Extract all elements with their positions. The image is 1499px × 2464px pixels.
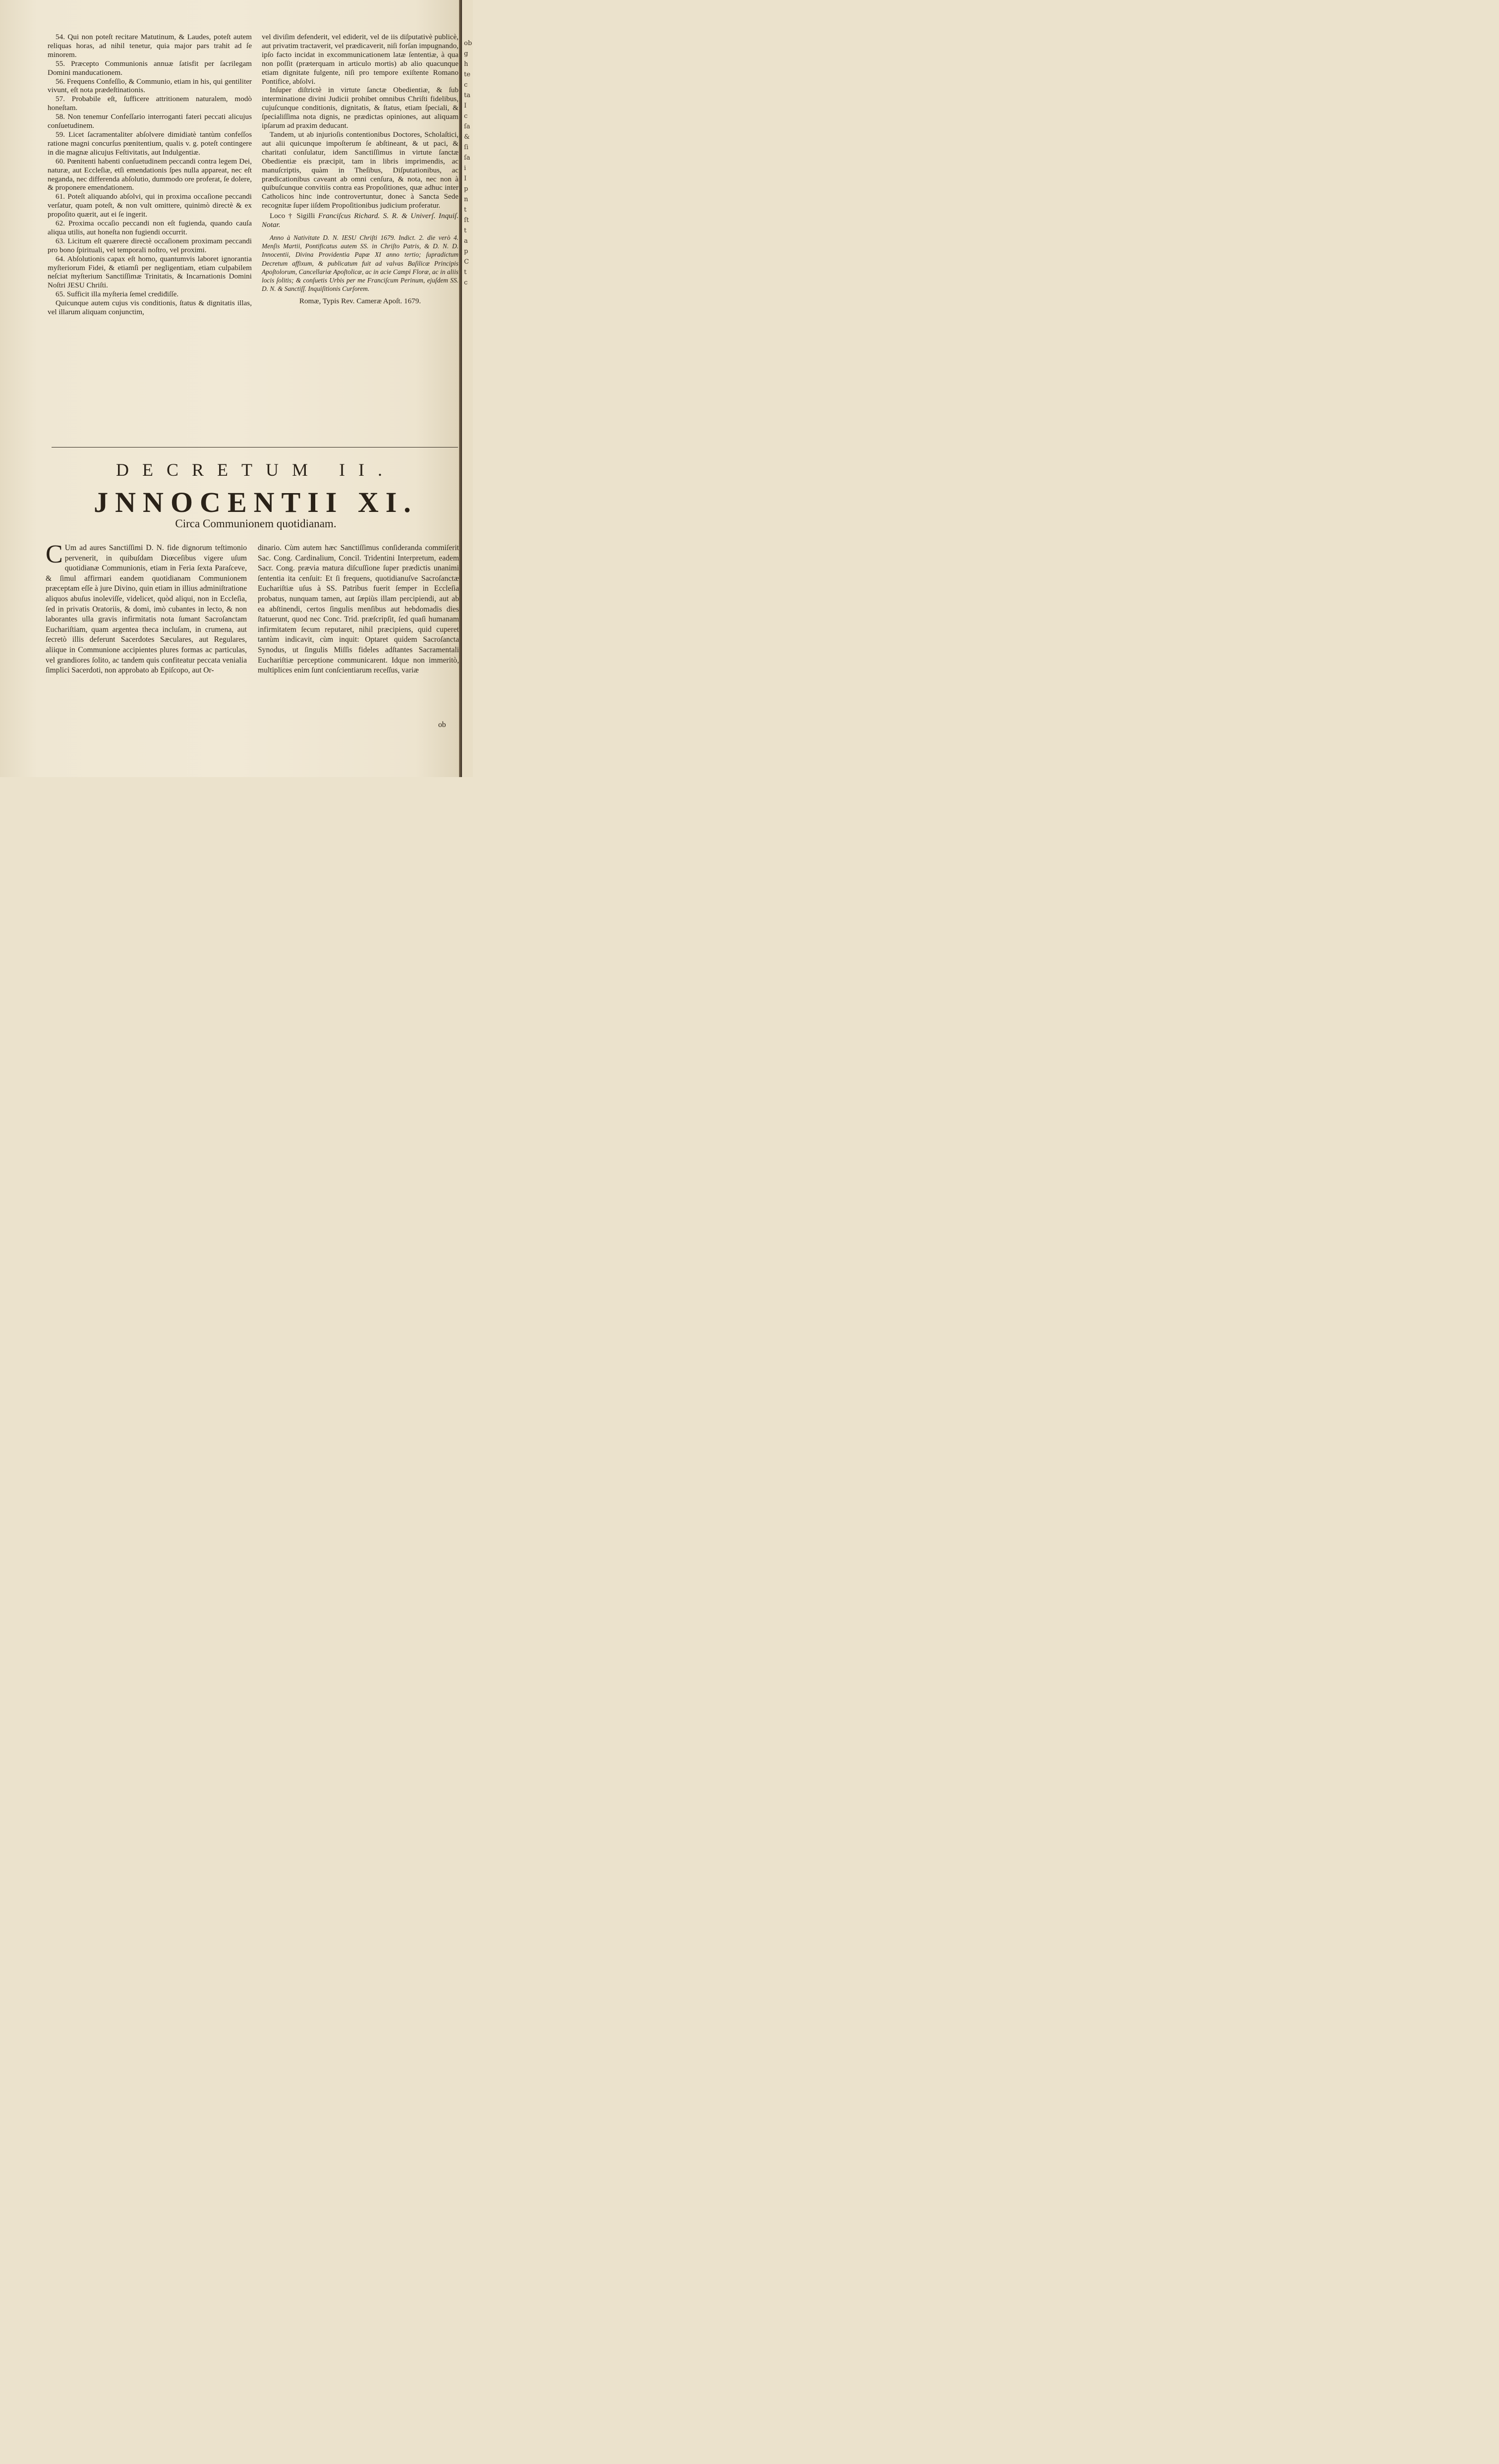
communion-column-right bbox=[258, 543, 459, 676]
facing-page-edge bbox=[462, 0, 473, 777]
decree-title: DECRETUM II. bbox=[116, 460, 396, 480]
proposition-57: 57. Probabile eſt, ſufficere attritionem naturalem, modò honeſtam. bbox=[48, 95, 252, 112]
facing-page-fragment: ſt bbox=[464, 217, 469, 224]
facing-page-fragment: & bbox=[464, 133, 470, 141]
facing-page-fragment: g bbox=[464, 50, 468, 57]
proposition-56: 56. Frequens Confeſſio, & Communio, etiam in his, qui gentiliter vivunt, eſt nota prædeſtinationis. bbox=[48, 77, 252, 95]
proposition-63: 63. Licitum eſt quærere directè occaſionem proximam peccandi pro bono ſpirituali, vel temporali noſtro, vel proximi. bbox=[48, 236, 252, 254]
facing-page-fragment: ſa bbox=[464, 123, 470, 130]
facing-page-fragment: c bbox=[464, 279, 468, 286]
facing-page-fragment: te bbox=[464, 71, 470, 78]
section-divider bbox=[52, 447, 458, 448]
facing-page-fragment: c bbox=[464, 112, 468, 120]
facing-page-fragment: ſa bbox=[464, 154, 470, 162]
facing-page-fragment: ta bbox=[464, 92, 470, 99]
decree-subtitle: Circa Communionem quotidianam. bbox=[175, 517, 337, 530]
propositions-column-left bbox=[48, 33, 252, 317]
proposition-55: 55. Præcepto Communionis annuæ ſatisfit per ſacrilegam Domini manducationem. bbox=[48, 59, 252, 77]
facing-page-fragment: I bbox=[464, 175, 467, 182]
proposition-61: 61. Poteſt aliquando abſolvi, qui in proxima occaſione peccandi verſatur, quam poteſt, & non vult omittere, quinimò directè & ex propoſito quærit, aut ei ſe ingerit. bbox=[48, 192, 252, 219]
facing-page-fragment: n bbox=[464, 196, 468, 203]
facing-page-fragment: ob bbox=[464, 40, 472, 47]
facing-page-fragment: i bbox=[464, 165, 466, 172]
seal-line bbox=[262, 212, 459, 229]
decree-column-right bbox=[262, 33, 459, 306]
seal-prefix: Loco † Sigilli bbox=[270, 212, 315, 221]
facing-page-fragment: ſi bbox=[464, 144, 468, 151]
proposition-54: 54. Qui non poteſt recitare Matutinum, & Laudes, poteſt autem reliquas horas, ad nihil tenetur, quia major pars trahit ad ſe minorem. bbox=[48, 33, 252, 59]
facing-page-fragment: I bbox=[464, 102, 467, 110]
imprint: Romæ, Typis Rev. Cameræ Apoſt. 1679. bbox=[299, 297, 421, 306]
proposition-65: 65. Sufficit illa myſteria ſemel crediđiſſe. bbox=[56, 290, 179, 299]
date-block: Anno à Nativitate D. N. IESU Chriſti 1679. Indict. 2. die verò 4. Menſis Martii, Pontificatus autem SS. in Chriſto Patris, & D. N. D. Innocentii, Divina Providentia Papæ XI anno tertio; ſupradictum Decretum affixum, & publicatum fuit ad valvas Baſilicæ Principis Apoſtolorum, Cancellariæ Apoſtolicæ, ac in acie Campi Floræ, ac in aliis locis ſolitis; & conſuetis Urbis per me Franciſcum Perinum, ejuſdem SS. D. N. & Sanctiſſ. Inquiſitionis Curſorem. bbox=[262, 233, 459, 293]
pope-title: JNNOCENTII XI. bbox=[94, 486, 418, 518]
communion-column-left bbox=[46, 540, 247, 676]
prohibition-paragraph: Inſuper diſtrictè in virtute ſanctæ Obedientiæ, & ſub interminatione divini Judicii prohibet omnibus Chriſti fidelibus, cujuſcunque conditionis, dignitatis, & ſtatus, etiam ſpeciali, & ſpecialiſſima nota dignis, ne prædictas opiniones, aut aliquam ipſarum ad praxim deducant. bbox=[262, 86, 459, 130]
facing-page-fragment: t bbox=[464, 227, 467, 234]
facing-page-fragment: h bbox=[464, 60, 468, 68]
catchword: ob bbox=[438, 721, 446, 729]
proposition-60: 60. Pœnitenti habenti conſuetudinem peccandi contra legem Dei, naturæ, aut Eccleſiæ, etſi emendationis ſpes nulla appareat, nec eſt neganda, nec differenda abſolutio, dummodo ore proferat, ſe dolere, & proponere emendationem. bbox=[48, 157, 252, 192]
condemnation-continued: vel diviſim defenderit, vel ediderit, vel de iis diſputativè publicè, aut privatim tractaverit, vel prædicaverit, niſi forſan impugnando, ipſo facto incidat in excommunicationem latæ ſententiæ, à qua non poſſit (præterquam in articulo mortis) ab alio quacunque etiam dignitate fulgente, niſi pro tempore exiſtente Romano Pontifice, abſolvi. bbox=[262, 33, 459, 86]
communion-paragraph-start bbox=[46, 540, 247, 676]
proposition-59: 59. Licet ſacramentaliter abſolvere dimidiatè tantùm confeſſos ratione magni concurſus pœnitentium, qualis v. g. poteſt contingere in die magnæ alicujus Feſtivitatis, aut Indulgentiæ. bbox=[48, 130, 252, 157]
notary-names: Franciſcus Richard. S. R. & Univerſ. Inquiſ. Notar. bbox=[262, 212, 459, 229]
facing-page-fragment: C bbox=[464, 258, 469, 266]
facing-page-fragment: p bbox=[464, 248, 468, 255]
facing-page-fragment: t bbox=[464, 206, 467, 214]
communion-paragraph-continued: dinario. Cùm autem hæc Sanctiſſimus conſideranda commiſerit Sac. Cong. Cardinalium, Concil. Tridentini Interpretum, eadem Sacr. Cong. prævia matura diſcuſſione ſuper prædictis unanimi ſententia ita cenſuit: Et ſi frequens, quotidianuſve Sacroſanctæ Euchariſtiæ uſus à SS. Patribus fuerit ſemper in Eccleſia probatus, nunquam tamen, aut ſæpiùs illam percipiendi, aut ab ea abſtinendi, certos ſingulis menſibus aut hebdomadis dies ſtatuerunt, quod nec Conc. Trid. præſcripſit, ſed quaſi humanam infirmitatem ſecum reputaret, nihil præcipiens, quid cuperet tantùm indicavit, cùm inquit: Optaret quidem Sacroſancta Synodus, ut ſingulis Miſſis fideles adſtantes Sacramentali Euchariſtiæ perceptione communicarent. Idque non immeritò, multiplices enim ſunt conſcientiarum receſſus, variæ bbox=[258, 544, 459, 675]
facing-page-fragment: t bbox=[464, 269, 467, 276]
facing-page-fragment: c bbox=[464, 81, 468, 89]
proposition-62: 62. Proxima occaſio peccandi non eſt fugienda, quando cauſa aliqua utilis, aut honeſta non fugiendi occurrit. bbox=[48, 219, 252, 236]
communion-text: Um ad aures Sanctiſſimi D. N. fide dignorum teſtimonio pervenerit, in quibuſdam Diœceſibus vigere uſum quotidianæ Communionis, etiam in Feria ſexta Paraſceve, & ſimul affirmari eandem quotidianam Communionem præceptam eſſe à jure Divino, quin etiam in illius adminiſtratione aliquos abuſus inoleviſſe, videlicet, quòd aliqui, non in Eccleſia, ſed in privatis Oratoriis, & domi, imò cubantes in lecto, & non laborantes ulla gravis infirmitatis nota ſumant Sacroſanctam Euchariſtiam, quam argentea theca incluſam, in crumena, aut ſecretò illis deferunt Sacerdotes Sæculares, aut Regulares, aliique in Communione accipientes plures formas ac particulas, vel grandiores ſolito, ac tandem quis confiteatur peccata venialia ſimplici Sacerdoti, non approbato ab Epiſcopo, aut Or- bbox=[46, 544, 247, 675]
book-page bbox=[0, 0, 462, 777]
facing-page-fragment: a bbox=[464, 237, 468, 245]
doctores-paragraph: Tandem, ut ab injurioſis contentionibus Doctores, Scholaſtici, aut alii quicunque impoſterum ſe abſtineant, & ut paci, & charitati conſulatur, idem Sanctiſſimus in virtute ſanctæ Obedientiæ eis præcipit, tam in libris imprimendis, ac manuſcriptis, quàm in Theſibus, Diſputationibus, ac prædicationibus caveant ab omni cenſura, & nota, nec non à quibuſcunque convitiis contra eas Propoſitiones, quæ adhuc inter Catholicos hinc inde controvertuntur, donec à Sancta Sede recognitæ ſuper iiſdem Propoſitionibus judicium proferatur. bbox=[262, 130, 459, 210]
proposition-58: 58. Non tenemur Confeſſario interroganti fateri peccati alicujus conſuetudinem. bbox=[48, 112, 252, 130]
facing-page-fragment: p bbox=[464, 185, 468, 193]
drop-cap: C bbox=[46, 540, 63, 568]
proposition-64: 64. Abſolutionis capax eſt homo, quantumvis laboret ignorantia myſteriorum Fidei, & etiamſi per negligentiam, etiam culpabilem neſciat myſterium Sanctiſſimæ Trinitatis, & Incarnationis Domini Noſtri JESU Chriſti. bbox=[48, 254, 252, 290]
condemnation-paragraph: Quicunque autem cujus vis conditionis, ſtatus & dignitatis illas, vel illarum aliquam conjunctim, bbox=[48, 299, 252, 317]
